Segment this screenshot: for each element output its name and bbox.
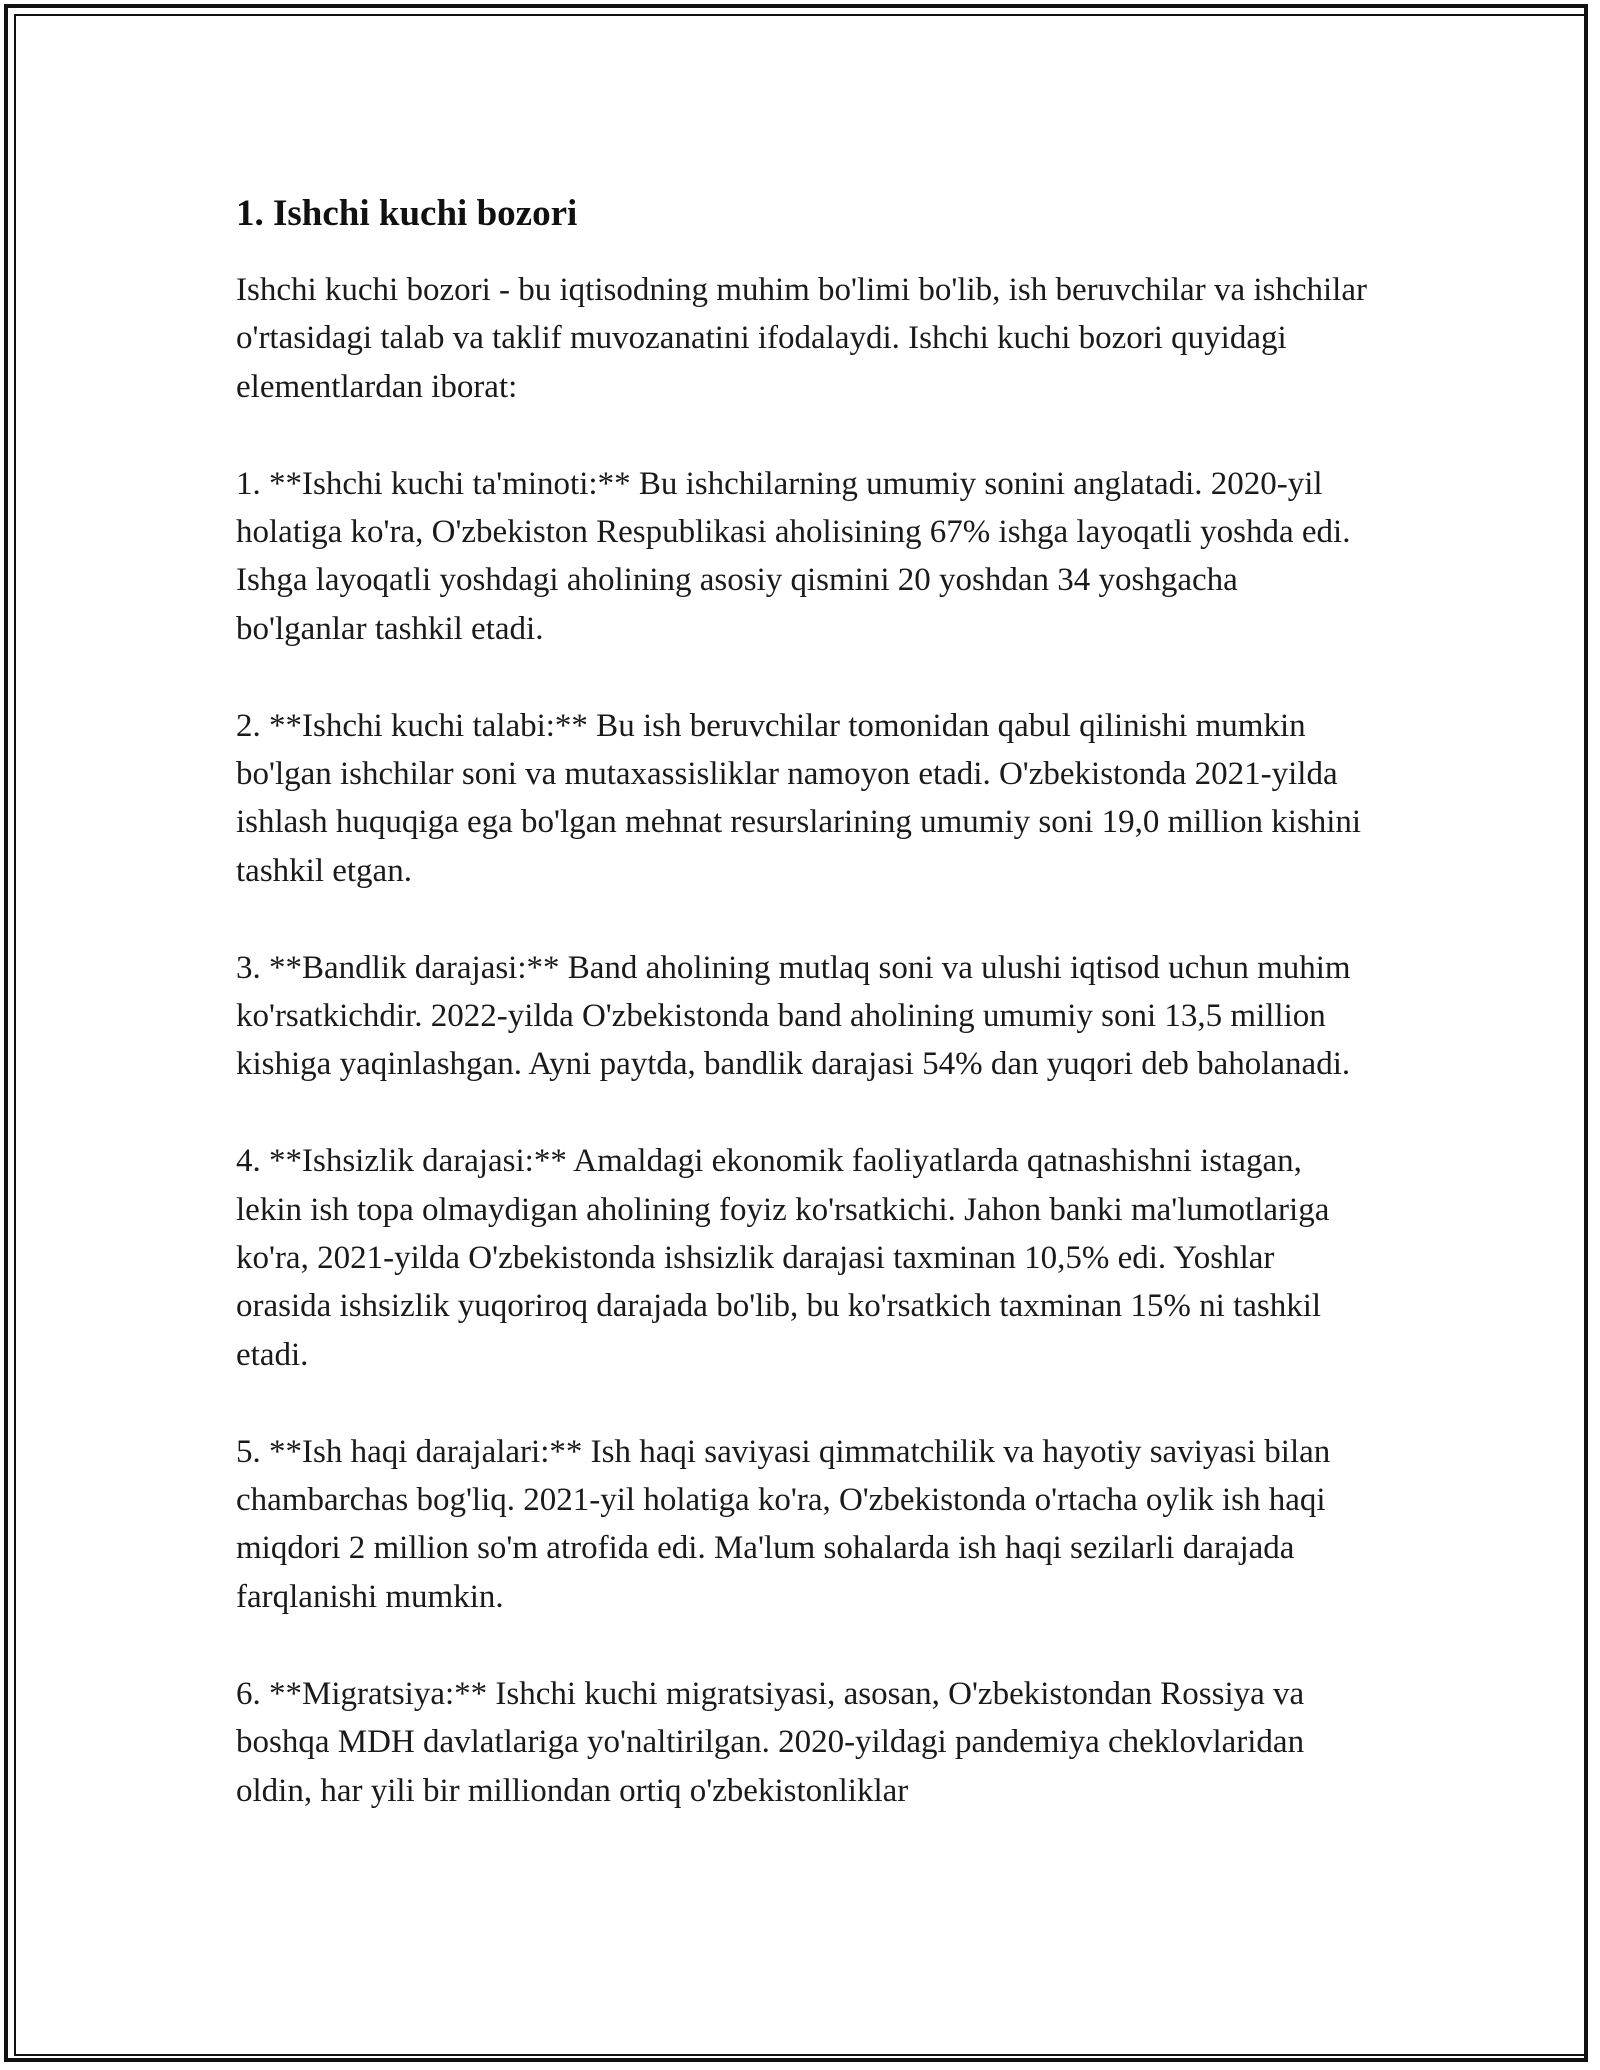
document-body — [236, 188, 1376, 1815]
paragraph-wage-levels: 5. **Ish haqi darajalari:** Ish haqi saviyasi qimmatchilik va hayotiy saviyasi bilan chambarchas bog'liq. 2021-yil holatiga ko'ra, O'zbekistonda o'rtacha oylik ish haqi miqdori 2 million so'm atrofida edi. Ma'lum sohalarda ish haqi sezilarli darajada farqlanishi mumkin. — [236, 1433, 1331, 1615]
paragraph-employment-rate: 3. **Bandlik darajasi:** Band aholining mutlaq soni va ulushi iqtisod uchun muhim ko'rsatkichdir. 2022-yilda O'zbekistonda band aholining umumiy soni 13,5 million kishiga yaqinlashgan. Ayni paytda, bandlik darajasi 54% dan yuqori deb baholanadi. — [236, 949, 1351, 1083]
section-title: 1. Ishchi kuchi bozori — [236, 193, 578, 234]
paragraph-migration: 6. **Migratsiya:** Ishchi kuchi migratsiyasi, asosan, O'zbekistondan Rossiya va boshqa MDH davlatlariga yo'naltirilgan. 2020-yildagi pandemiya cheklovlaridan oldin, har yili bir milliondan ortiq o'zbekistonliklar — [236, 1675, 1305, 1809]
intro-paragraph: Ishchi kuchi bozori - bu iqtisodning muhim bo'limi bo'lib, ish beruvchilar va ishchilar o'rtasidagi talab va taklif muvozanatini ifodalaydi. Ishchi kuchi bozori quyidagi elementlardan iborat: — [236, 272, 1367, 405]
paragraph-labor-demand: 2. **Ishchi kuchi talabi:** Bu ish beruvchilar tomonidan qabul qilinishi mumkin bo'lgan ishchilar soni va mutaxassisliklar namoyon etadi. O'zbekistonda 2021-yilda ishlash huquqiga ega bo'lgan mehnat resurslarining umumiy soni 19,0 million kishini tashkil etgan. — [236, 707, 1362, 889]
paragraph-labor-supply: 1. **Ishchi kuchi ta'minoti:** Bu ishchilarning umumiy sonini anglatadi. 2020-yil holatiga ko'ra, O'zbekiston Respublikasi aholisining 67% ishga layoqatli yoshda edi. Ishga layoqatli yoshdagi aholining asosiy qismini 20 yoshdan 34 yoshgacha bo'lganlar tashkil etadi. — [236, 465, 1351, 647]
paragraph-unemployment-rate: 4. **Ishsizlik darajasi:** Amaldagi ekonomik faoliyatlarda qatnashishni istagan, lekin ish topa olmaydigan aholining foyiz ko'rsatkichi. Jahon banki ma'lumotlariga ko'ra, 2021-yilda O'zbekistonda ishsizlik darajasi taxminan 10,5% edi. Yoshlar orasida ishsizlik yuqoriroq darajada bo'lib, bu ko'rsatkich taxminan 15% ni tashkil etadi. — [236, 1143, 1330, 1373]
